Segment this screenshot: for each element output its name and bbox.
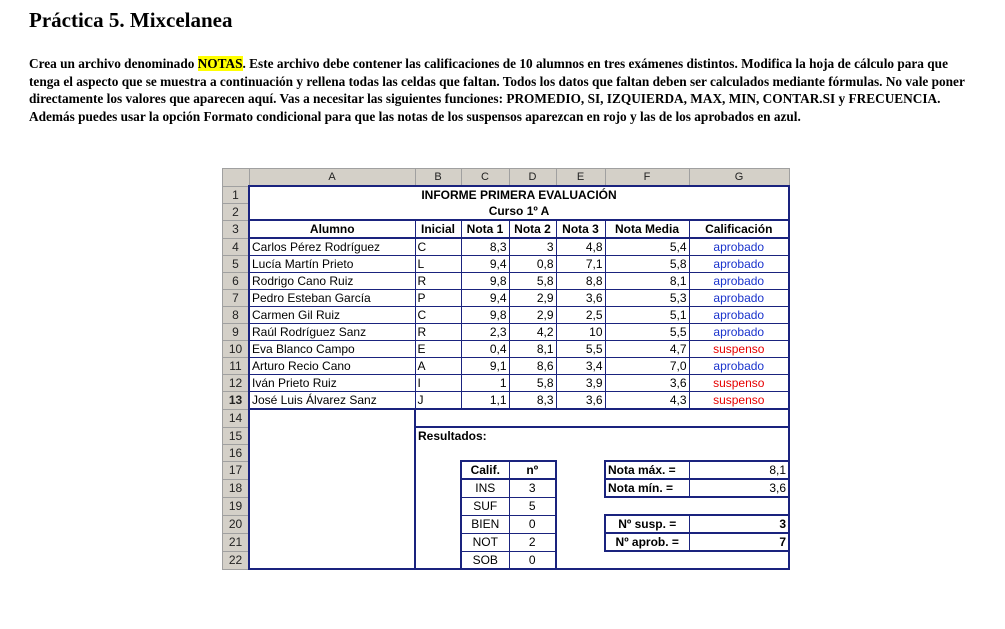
grade-nota3: 3,6 — [556, 290, 605, 307]
freq-calif: NOT — [461, 533, 509, 551]
grade-nota1: 9,4 — [461, 256, 509, 273]
table-row — [223, 290, 790, 307]
aprob-label: Nº aprob. = — [605, 533, 689, 551]
student-name: Lucía Martín Prieto — [249, 256, 415, 273]
empty-cell — [689, 497, 789, 515]
max-value: 8,1 — [689, 461, 789, 479]
student-name: Carlos Pérez Rodríguez — [249, 238, 415, 256]
table-header-row — [223, 220, 790, 238]
empty-cell — [556, 479, 605, 497]
empty-cell — [415, 479, 461, 497]
document-title: Práctica 5. Mixcelanea — [29, 8, 233, 32]
freq-header-calif: Calif. — [461, 461, 509, 479]
highlighted-filename: NOTAS — [197, 56, 243, 71]
grade-nota2: 4,2 — [509, 324, 556, 341]
student-rows — [223, 238, 790, 409]
intro-text-end: . Este archivo debe contener las calificaciones de 10 alumnos en tres exámenes distintos. Modifica la hoja de cálculo para que tenga el aspecto que se muestra a continuación y rellena todas las celdas que faltan. Todos los datos que faltan deben ser calculados mediante fórmulas. No vale poner directamente los valores que aparecen aquí. Vas a necesitar las siguientes funciones: PROMEDIO, SI, IZQUIERDA, MAX, MIN, CONTAR.SI y FRECUENCIA. Además puedes usar la opción Formato condicional para que las notas de los suspensos aparezcan en rojo y las de los aprobados en azul. — [29, 56, 965, 124]
instructions-paragraph — [29, 55, 979, 125]
table-row — [223, 324, 790, 341]
grade-nota1: 0,4 — [461, 341, 509, 358]
empty-cell — [415, 551, 461, 569]
table-row — [223, 358, 790, 375]
grade-nota2: 2,9 — [509, 307, 556, 324]
empty-cell — [556, 551, 605, 569]
student-calificacion: suspenso — [689, 341, 789, 358]
report-title: INFORME PRIMERA EVALUACIÓN — [249, 186, 789, 203]
table-row — [223, 273, 790, 290]
empty-cell — [249, 479, 415, 497]
column-header: A — [249, 169, 415, 187]
grade-nota3: 5,5 — [556, 341, 605, 358]
student-initial: C — [415, 238, 461, 256]
header-calificacion: Calificación — [689, 220, 789, 238]
grade-nota2: 8,6 — [509, 358, 556, 375]
freq-count: 3 — [509, 479, 556, 497]
empty-cell — [556, 461, 605, 479]
grade-nota3: 3,9 — [556, 375, 605, 392]
row-number: 13 — [223, 392, 250, 410]
student-initial: E — [415, 341, 461, 358]
student-calificacion: aprobado — [689, 238, 789, 256]
empty-cell — [249, 515, 415, 533]
grade-nota3: 2,5 — [556, 307, 605, 324]
student-name: Carmen Gil Ruiz — [249, 307, 415, 324]
grade-average: 7,0 — [605, 358, 689, 375]
empty-cell — [605, 551, 689, 569]
table-row — [223, 307, 790, 324]
column-header: E — [556, 169, 605, 187]
student-calificacion: aprobado — [689, 307, 789, 324]
student-name: Rodrigo Cano Ruiz — [249, 273, 415, 290]
table-row — [223, 392, 790, 410]
header-nota1: Nota 1 — [461, 220, 509, 238]
grade-average: 8,1 — [605, 273, 689, 290]
max-label: Nota máx. = — [605, 461, 689, 479]
student-calificacion: aprobado — [689, 273, 789, 290]
empty-cell — [415, 497, 461, 515]
grade-nota3: 10 — [556, 324, 605, 341]
freq-count: 0 — [509, 551, 556, 569]
student-name: Iván Prieto Ruiz — [249, 375, 415, 392]
min-value: 3,6 — [689, 479, 789, 497]
table-row — [223, 256, 790, 273]
spreadsheet-image — [222, 168, 790, 570]
grade-nota1: 9,8 — [461, 307, 509, 324]
grade-nota1: 9,4 — [461, 290, 509, 307]
grade-nota1: 9,8 — [461, 273, 509, 290]
grade-average: 5,1 — [605, 307, 689, 324]
grade-nota3: 4,8 — [556, 238, 605, 256]
grade-nota3: 3,6 — [556, 392, 605, 410]
grade-average: 5,3 — [605, 290, 689, 307]
row-number: 1 — [223, 186, 250, 203]
empty-cell — [605, 497, 689, 515]
student-initial: C — [415, 307, 461, 324]
row-number: 21 — [223, 533, 250, 551]
student-calificacion: aprobado — [689, 324, 789, 341]
empty-cell — [556, 497, 605, 515]
empty-cell — [415, 444, 789, 461]
grade-nota3: 7,1 — [556, 256, 605, 273]
column-header: C — [461, 169, 509, 187]
student-initial: R — [415, 324, 461, 341]
susp-label: Nº susp. = — [605, 515, 689, 533]
empty-cell — [249, 427, 415, 444]
empty-cell — [415, 515, 461, 533]
grade-nota1: 1 — [461, 375, 509, 392]
grade-nota2: 5,8 — [509, 273, 556, 290]
student-name: Eva Blanco Campo — [249, 341, 415, 358]
grade-average: 5,4 — [605, 238, 689, 256]
empty-cell — [415, 533, 461, 551]
grade-nota2: 2,9 — [509, 290, 556, 307]
empty-cell — [556, 533, 605, 551]
empty-cell — [249, 409, 415, 427]
grade-nota2: 3 — [509, 238, 556, 256]
row-number: 11 — [223, 358, 250, 375]
grade-nota1: 9,1 — [461, 358, 509, 375]
row-number: 2 — [223, 203, 250, 220]
sheet-corner — [223, 169, 250, 187]
row-number: 5 — [223, 256, 250, 273]
grade-nota2: 8,3 — [509, 392, 556, 410]
row-number: 4 — [223, 238, 250, 256]
row-number: 7 — [223, 290, 250, 307]
grade-average: 4,7 — [605, 341, 689, 358]
student-name: José Luis Álvarez Sanz — [249, 392, 415, 410]
freq-calif: SOB — [461, 551, 509, 569]
grade-average: 3,6 — [605, 375, 689, 392]
results-label: Resultados: — [415, 427, 789, 444]
empty-cell — [689, 551, 789, 569]
freq-calif: SUF — [461, 497, 509, 515]
student-calificacion: suspenso — [689, 392, 789, 410]
row-number: 15 — [223, 427, 250, 444]
grade-nota2: 0,8 — [509, 256, 556, 273]
student-name: Raúl Rodríguez Sanz — [249, 324, 415, 341]
grade-average: 5,5 — [605, 324, 689, 341]
header-alumno: Alumno — [249, 220, 415, 238]
row-number: 18 — [223, 479, 250, 497]
row-number: 22 — [223, 551, 250, 569]
row-number: 14 — [223, 409, 250, 427]
student-calificacion: aprobado — [689, 358, 789, 375]
student-calificacion: suspenso — [689, 375, 789, 392]
grade-average: 5,8 — [605, 256, 689, 273]
empty-cell — [249, 533, 415, 551]
report-subtitle: Curso 1º A — [249, 203, 789, 220]
row-number: 12 — [223, 375, 250, 392]
freq-count: 0 — [509, 515, 556, 533]
grade-nota1: 8,3 — [461, 238, 509, 256]
freq-calif: BIEN — [461, 515, 509, 533]
freq-count: 2 — [509, 533, 556, 551]
grade-nota1: 2,3 — [461, 324, 509, 341]
table-row — [223, 341, 790, 358]
row-number: 17 — [223, 461, 250, 479]
header-inicial: Inicial — [415, 220, 461, 238]
student-initial: J — [415, 392, 461, 410]
column-header-row — [223, 169, 790, 187]
empty-cell — [415, 461, 461, 479]
column-header: D — [509, 169, 556, 187]
aprob-value: 7 — [689, 533, 789, 551]
intro-text-start: Crea un archivo denominado — [29, 56, 198, 71]
student-calificacion: aprobado — [689, 290, 789, 307]
grade-nota1: 1,1 — [461, 392, 509, 410]
student-initial: R — [415, 273, 461, 290]
header-nota3: Nota 3 — [556, 220, 605, 238]
susp-value: 3 — [689, 515, 789, 533]
empty-cell — [556, 515, 605, 533]
grade-nota3: 3,4 — [556, 358, 605, 375]
freq-calif: INS — [461, 479, 509, 497]
grade-nota2: 5,8 — [509, 375, 556, 392]
table-row — [223, 238, 790, 256]
spreadsheet-grid — [222, 168, 790, 570]
freq-count: 5 — [509, 497, 556, 515]
student-calificacion: aprobado — [689, 256, 789, 273]
column-header: F — [605, 169, 689, 187]
column-header: G — [689, 169, 789, 187]
empty-cell — [249, 461, 415, 479]
student-initial: A — [415, 358, 461, 375]
row-number: 20 — [223, 515, 250, 533]
student-initial: P — [415, 290, 461, 307]
student-initial: L — [415, 256, 461, 273]
row-number: 10 — [223, 341, 250, 358]
row-number: 9 — [223, 324, 250, 341]
student-initial: I — [415, 375, 461, 392]
row-number: 3 — [223, 220, 250, 238]
empty-cell — [249, 551, 415, 569]
freq-header-n: nº — [509, 461, 556, 479]
row-number: 16 — [223, 444, 250, 461]
min-label: Nota mín. = — [605, 479, 689, 497]
row-number: 19 — [223, 497, 250, 515]
row-number: 8 — [223, 307, 250, 324]
column-header: B — [415, 169, 461, 187]
grade-nota3: 8,8 — [556, 273, 605, 290]
empty-cell — [415, 409, 789, 427]
row-number: 6 — [223, 273, 250, 290]
empty-cell — [249, 497, 415, 515]
student-name: Arturo Recio Cano — [249, 358, 415, 375]
header-nota-media: Nota Media — [605, 220, 689, 238]
grade-nota2: 8,1 — [509, 341, 556, 358]
grade-average: 4,3 — [605, 392, 689, 410]
student-name: Pedro Esteban García — [249, 290, 415, 307]
empty-cell — [249, 444, 415, 461]
table-row — [223, 375, 790, 392]
header-nota2: Nota 2 — [509, 220, 556, 238]
